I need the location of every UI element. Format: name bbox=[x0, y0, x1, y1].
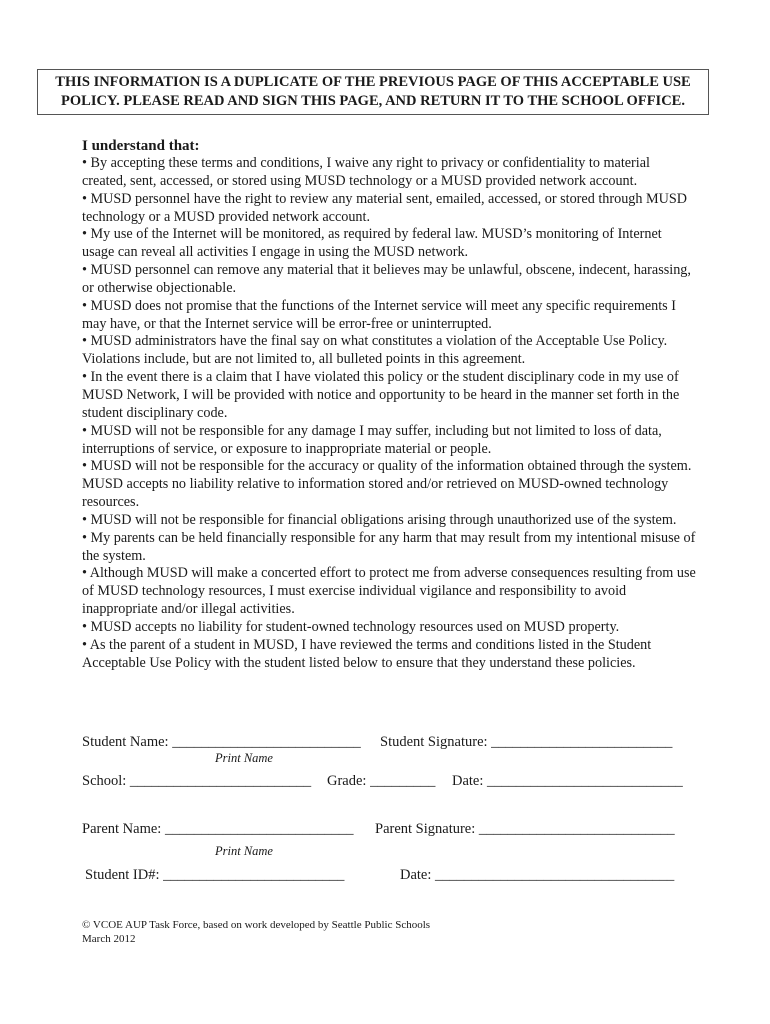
term-item: • As the parent of a student in MUSD, I have reviewed the terms and conditions listed in the Student Acceptable Use Policy with the student listed below to ensure that they understand these policies. bbox=[82, 636, 652, 671]
term-item: • By accepting these terms and conditions, I waive any right to privacy or confidentiality to material created, sent, accessed, or stored using MUSD technology or a MUSD provided network account. bbox=[82, 155, 650, 189]
notice-line-1: THIS INFORMATION IS A DUPLICATE OF THE PREVIOUS PAGE OF THIS ACCEPTABLE USE bbox=[55, 74, 691, 90]
notice-box bbox=[37, 69, 709, 115]
school-field[interactable]: School: _________________________ bbox=[82, 773, 312, 789]
term-item: • MUSD personnel can remove any material that it believes may be unlawful, obscene, indecent, harassing, or otherwise objectionable. bbox=[82, 262, 691, 296]
print-name-label-parent: Print Name bbox=[215, 844, 273, 858]
term-item: • MUSD will not be responsible for financial obligations arising through unauthorized use of the system. bbox=[82, 511, 677, 528]
term-item: • My parents can be held financially responsible for any harm that may result from my intentional misuse of the system. bbox=[82, 529, 696, 564]
parent-name-field[interactable]: Parent Name: __________________________ bbox=[82, 821, 354, 837]
term-item: • MUSD accepts no liability for student-owned technology resources used on MUSD property. bbox=[82, 618, 620, 635]
term-item: • MUSD will not be responsible for the accuracy or quality of the information obtained through the system. MUSD accepts no liability relative to information stored and/or retrieved on MUSD-owned technology resources. bbox=[82, 458, 692, 511]
print-name-label-student: Print Name bbox=[215, 751, 273, 765]
student-name-field[interactable]: Student Name: __________________________ bbox=[82, 734, 361, 750]
parent-signature-field[interactable]: Parent Signature: ___________________________ bbox=[375, 821, 675, 837]
term-item: • MUSD will not be responsible for any damage I may suffer, including but not limited to loss of data, interruptions of service, or exposure to inappropriate material or people. bbox=[82, 422, 662, 457]
footer-date: March 2012 bbox=[82, 933, 136, 945]
student-id-field[interactable]: Student ID#: _________________________ bbox=[85, 867, 345, 883]
term-item: • MUSD does not promise that the functions of the Internet service will meet any specific requirements I may have, or that the Internet service will be error-free or uninterrupted. bbox=[82, 297, 676, 332]
student-signature-field[interactable]: Student Signature: _________________________ bbox=[380, 734, 673, 750]
term-item: • In the event there is a claim that I have violated this policy or the student disciplinary code in my use of MUSD Network, I will be provided with notice and opportunity to be heard in the manner set forth in the student disciplinary code. bbox=[82, 369, 680, 421]
grade-field[interactable]: Grade: _________ bbox=[327, 773, 436, 789]
terms-list bbox=[82, 155, 697, 672]
term-item: • My use of the Internet will be monitored, as required by federal law. MUSD’s monitoring of Internet usage can reveal all activities I engage in using the MUSD network. bbox=[82, 226, 662, 261]
date-field-student[interactable]: Date: ___________________________ bbox=[452, 773, 683, 789]
term-item: • MUSD administrators have the final say on what constitutes a violation of the Acceptable Use Policy. Violations include, but are not limited to, all bulleted points in this agreement. bbox=[82, 333, 668, 368]
footer bbox=[82, 918, 430, 946]
footer-copyright: © VCOE AUP Task Force, based on work developed by Seattle Public Schools bbox=[82, 919, 431, 931]
date-field-parent[interactable]: Date: _________________________________ bbox=[400, 867, 675, 883]
section-heading: I understand that: bbox=[82, 138, 200, 154]
notice-line-2: POLICY. PLEASE READ AND SIGN THIS PAGE, AND RETURN IT TO THE SCHOOL OFFICE. bbox=[61, 93, 685, 109]
term-item: • Although MUSD will make a concerted effort to protect me from adverse consequences resulting from use of MUSD technology resources, I must exercise individual vigilance and responsibility to avoid inappropriate and/or illegal activities. bbox=[82, 565, 696, 618]
term-item: • MUSD personnel have the right to review any material sent, emailed, accessed, or stored through MUSD technology or a MUSD provided network account. bbox=[82, 190, 688, 225]
